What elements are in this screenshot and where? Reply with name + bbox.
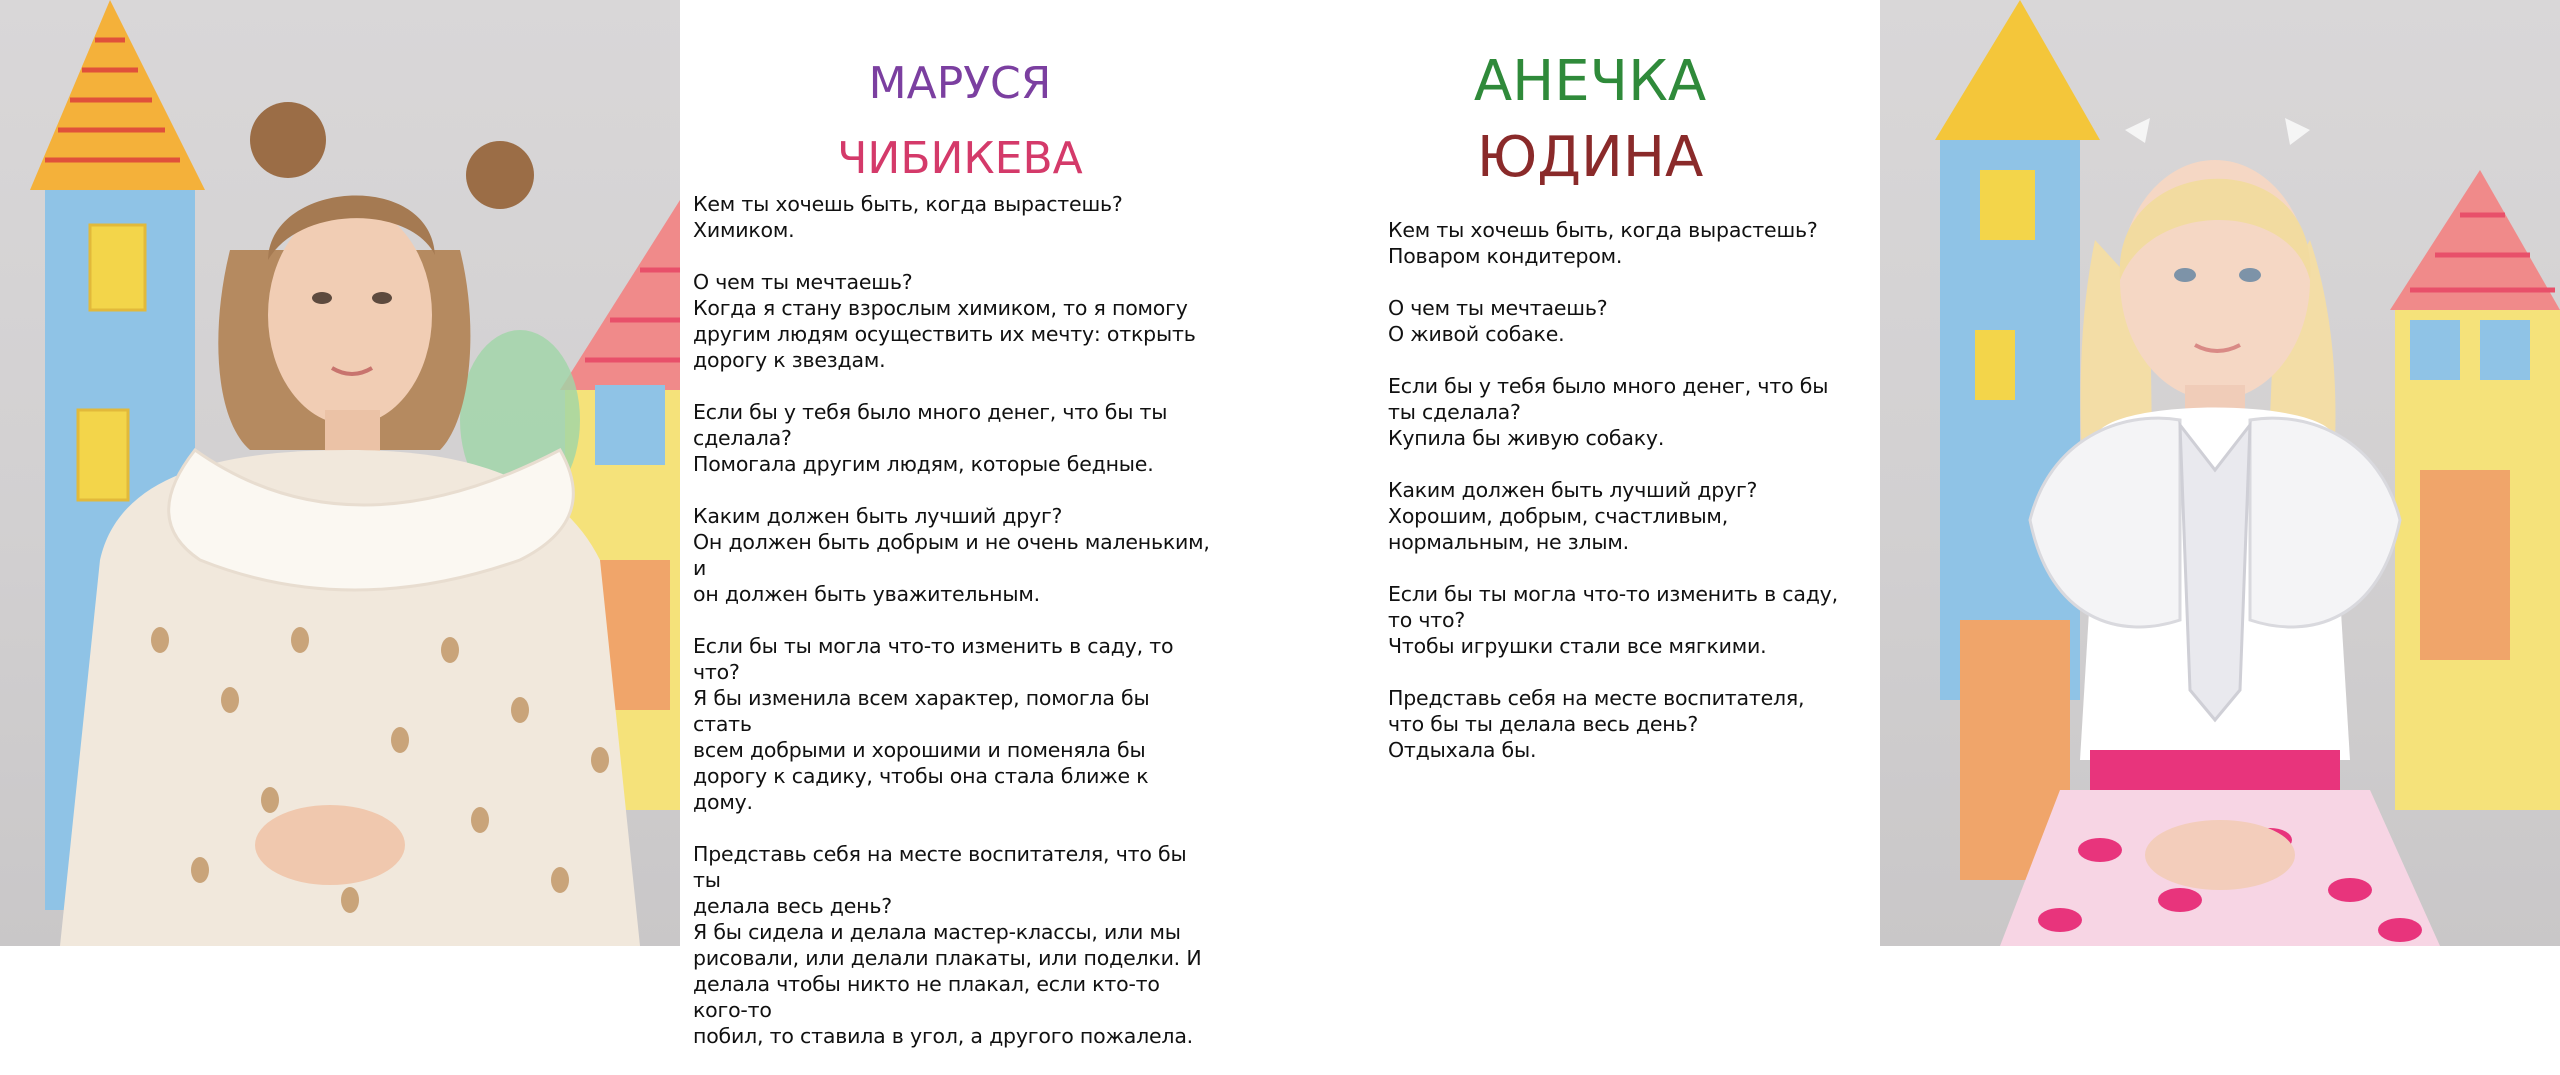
answer: Хорошим, добрым, счастливым, нормальным, не злым. xyxy=(1388,504,1729,554)
name-left-line1: МАРУСЯ xyxy=(868,58,1052,109)
backdrop-house-right xyxy=(2390,170,2560,810)
qa-item xyxy=(1388,477,1908,555)
question: Каким должен быть лучший друг? xyxy=(693,504,1063,528)
answer: Химиком. xyxy=(693,218,795,242)
question: Если бы ты могла что-то изменить в саду, то что? xyxy=(693,634,1174,684)
backdrop-house-left xyxy=(1935,0,2100,880)
interview-right xyxy=(1388,217,1908,789)
interview-left xyxy=(693,191,1213,1075)
question: О чем ты мечтаешь? xyxy=(1388,296,1608,320)
question: Если бы ты могла что-то изменить в саду, то что? xyxy=(1388,582,1838,632)
answer: Поваром кондитером. xyxy=(1388,244,1623,268)
question: Если бы у тебя было много денег, что бы ты сделала? xyxy=(693,400,1168,450)
answer: О живой собаке. xyxy=(1388,322,1565,346)
answer: Я бы изменила всем характер, помогла бы стать всем добрыми и хорошими и поменяла бы дорогу к садику, чтобы она стала ближе к дому. xyxy=(693,686,1150,814)
answer: Чтобы игрушки стали все мягкими. xyxy=(1388,634,1767,658)
answer: Отдыхала бы. xyxy=(1388,738,1537,762)
answer: Я бы сидела и делала мастер-классы, или мы рисовали, или делали плакаты, или поделки. И делала чтобы никто не плакал, если кто-то кого-то побил, то ставила в угол, а другого пожалела. xyxy=(693,920,1202,1048)
question: Если бы у тебя было много денег, что бы ты сделала? xyxy=(1388,374,1829,424)
qa-item xyxy=(693,399,1213,477)
qa-item xyxy=(1388,217,1908,269)
answer: Он должен быть добрым и не очень маленьким, и он должен быть уважительным. xyxy=(693,530,1210,606)
answer: Помогала другим людям, которые бедные. xyxy=(693,452,1154,476)
answer: Купила бы живую собаку. xyxy=(1388,426,1665,450)
name-right-line1: АНЕЧКА xyxy=(1473,49,1707,114)
name-left-line2: ЧИБИКЕВА xyxy=(837,133,1083,184)
question: Кем ты хочешь быть, когда вырастешь? xyxy=(1388,218,1818,242)
qa-item xyxy=(693,191,1213,243)
name-right-line2: ЮДИНА xyxy=(1476,125,1704,190)
question: О чем ты мечтаешь? xyxy=(693,270,913,294)
qa-item xyxy=(693,841,1213,1049)
qa-item xyxy=(1388,295,1908,347)
question: Кем ты хочешь быть, когда вырастешь? xyxy=(693,192,1123,216)
question: Представь себя на месте воспитателя, что бы ты делала весь день? xyxy=(693,842,1187,918)
answer: Когда я стану взрослым химиком, то я помогу другим людям осуществить их мечту: открыть дорогу к звездам. xyxy=(693,296,1196,372)
question: Каким должен быть лучший друг? xyxy=(1388,478,1758,502)
name-lettering-right xyxy=(1473,48,1707,198)
photo-left xyxy=(0,0,680,946)
qa-item xyxy=(1388,373,1908,451)
question: Представь себя на месте воспитателя, что бы ты делала весь день? xyxy=(1388,686,1805,736)
name-lettering-left xyxy=(837,48,1083,188)
qa-item xyxy=(693,269,1213,373)
photo-right xyxy=(1880,0,2560,946)
qa-item xyxy=(1388,685,1908,763)
qa-item xyxy=(693,633,1213,815)
qa-item xyxy=(1388,581,1908,659)
qa-item xyxy=(693,503,1213,607)
